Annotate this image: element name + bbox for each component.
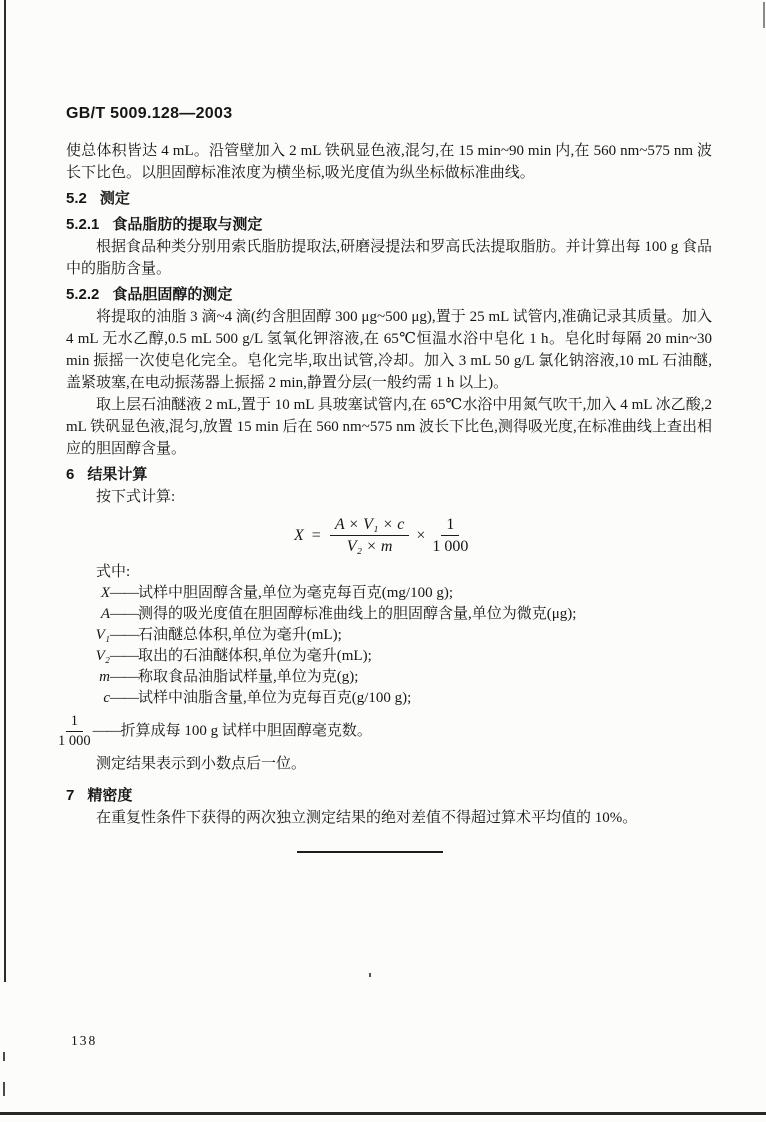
section-number: 7 — [66, 787, 75, 804]
definition-symbol: V₂ — [95, 648, 110, 664]
heading-5-2-2 — [66, 284, 712, 306]
definition-text: 试样中胆固醇含量,单位为毫克每百克(mg/100 g); — [138, 585, 453, 601]
formula-fraction-main — [330, 515, 410, 556]
definition-symbol: m — [99, 669, 110, 685]
scan-edge-left — [4, 0, 6, 982]
definition-row-v2 — [66, 646, 712, 667]
definition-symbol: V₁ — [95, 627, 110, 643]
definition-text: 测得的吸光度值在胆固醇标准曲线上的胆固醇含量,单位为微克(μg); — [138, 606, 577, 622]
definition-dash: —— — [110, 669, 138, 685]
definition-dash: —— — [110, 606, 138, 622]
section-number: 5.2.2 — [66, 286, 100, 303]
definition-row-x — [66, 583, 712, 604]
definition-row-thousandth — [58, 713, 712, 750]
definition-text: 取出的石油醚体积,单位为毫升(mL); — [138, 648, 372, 664]
definition-text: 试样中油脂含量,单位为克每百克(g/100 g); — [138, 690, 412, 706]
definition-row-m — [66, 667, 712, 688]
heading-5-2-1 — [66, 214, 712, 236]
formula-fraction-thousand — [432, 515, 468, 556]
scan-speck — [369, 973, 371, 977]
definition-dash: —— — [92, 723, 121, 739]
precision-paragraph: 在重复性条件下获得的两次独立测定结果的绝对差值不得超过算术平均值的 10%。 — [96, 810, 638, 826]
definition-row-v1 — [66, 625, 712, 646]
thousandth-fraction — [58, 713, 91, 750]
section-number: 5.2 — [66, 190, 87, 207]
end-of-document-rule — [297, 851, 443, 853]
page-number: 138 — [71, 1033, 98, 1048]
standard-number-header: GB/T 5009.128—2003 — [66, 105, 233, 122]
fraction-numerator: 1 — [441, 515, 459, 536]
fraction-numerator: A × V₁ × c — [330, 515, 410, 536]
heading-6 — [66, 464, 712, 486]
definition-dash: —— — [110, 627, 138, 643]
scan-tick — [3, 1082, 5, 1096]
definition-dash: —— — [110, 648, 138, 664]
multiply-sign: × — [416, 527, 426, 544]
scan-tick — [3, 1052, 5, 1061]
formula-intro: 按下式计算: — [96, 489, 176, 505]
equals-sign: = — [311, 527, 321, 544]
definition-text: 称取食品油脂试样量,单位为克(g); — [138, 669, 359, 685]
section-title: 测定 — [99, 190, 130, 207]
definition-row-a — [66, 604, 712, 625]
definition-symbol: X — [100, 585, 110, 601]
definition-symbol: c — [103, 690, 110, 706]
heading-7 — [66, 785, 712, 807]
definition-symbol: A — [100, 606, 110, 622]
section-title: 精密度 — [87, 787, 133, 804]
section-number: 5.2.1 — [66, 216, 100, 233]
where-label: 式中: — [96, 564, 131, 580]
formula-lhs: X — [294, 527, 304, 544]
definition-dash: —— — [110, 690, 138, 706]
fraction-denominator: 1 000 — [432, 538, 469, 555]
result-note: 测定结果表示到小数点后一位。 — [96, 756, 307, 772]
paragraph-colorimetry: 取上层石油醚液 2 mL,置于 10 mL 具玻塞试管内,在 65℃水浴中用氮气吹干,加入 4 mL 冰乙酸,2 mL 铁矾显色液,混匀,放置 15 min 后在 560 nm~575 nm 波长下比色,测得吸光度,在标准曲线上查出相应的胆固醇含量。 — [66, 397, 712, 457]
definition-dash: —— — [110, 585, 138, 601]
definition-text: 折算成每 100 g 试样中胆固醇毫克数。 — [120, 723, 372, 739]
heading-5-2 — [66, 188, 712, 210]
definition-row-c — [66, 688, 712, 709]
page-content — [58, 103, 712, 853]
fraction-denominator: V₂ × m — [346, 538, 393, 555]
section-title: 食品胆固醇的测定 — [112, 286, 233, 303]
definition-text: 石油醚总体积,单位为毫升(mL); — [138, 627, 342, 643]
paragraph-fat-extraction: 根据食品种类分别用索氏脂肪提取法,研磨浸提法和罗高氏法提取脂肪。并计算出每 100 g 食品中的脂肪含量。 — [66, 239, 712, 277]
scan-edge-bottom — [0, 1112, 766, 1115]
section-number: 6 — [66, 466, 75, 483]
fraction-denominator: 1 000 — [58, 733, 91, 749]
section-title: 食品脂肪的提取与测定 — [112, 216, 263, 233]
section-title: 结果计算 — [87, 466, 148, 483]
continued-paragraph: 使总体积皆达 4 mL。沿管壁加入 2 mL 铁矾显色液,混匀,在 15 min~90 min 内,在 560 nm~575 nm 波长下比色。以胆固醇标准浓度为横坐标,吸光度值为纵坐标做标准曲线。 — [66, 143, 712, 181]
paragraph-saponification: 将提取的油脂 3 滴~4 滴(约含胆固醇 300 μg~500 μg),置于 25 mL 试管内,准确记录其质量。加入 4 mL 无水乙醇,0.5 mL 500 g/L 氢氧化钾溶液,在 65℃恒温水浴中皂化 1 h。皂化时每隔 20 min~30 min 振摇一次使皂化完全。皂化完毕,取出试管,冷却。加入 3 mL 50 g/L 氯化钠溶液,10 mL 石油醚,盖紧玻塞,在电动振荡器上振摇 2 min,静置分层(一般约需 1 h 以上)。 — [66, 309, 712, 391]
scan-mark-top-right — [763, 2, 765, 28]
cholesterol-formula — [294, 515, 712, 556]
fraction-numerator: 1 — [66, 713, 83, 732]
